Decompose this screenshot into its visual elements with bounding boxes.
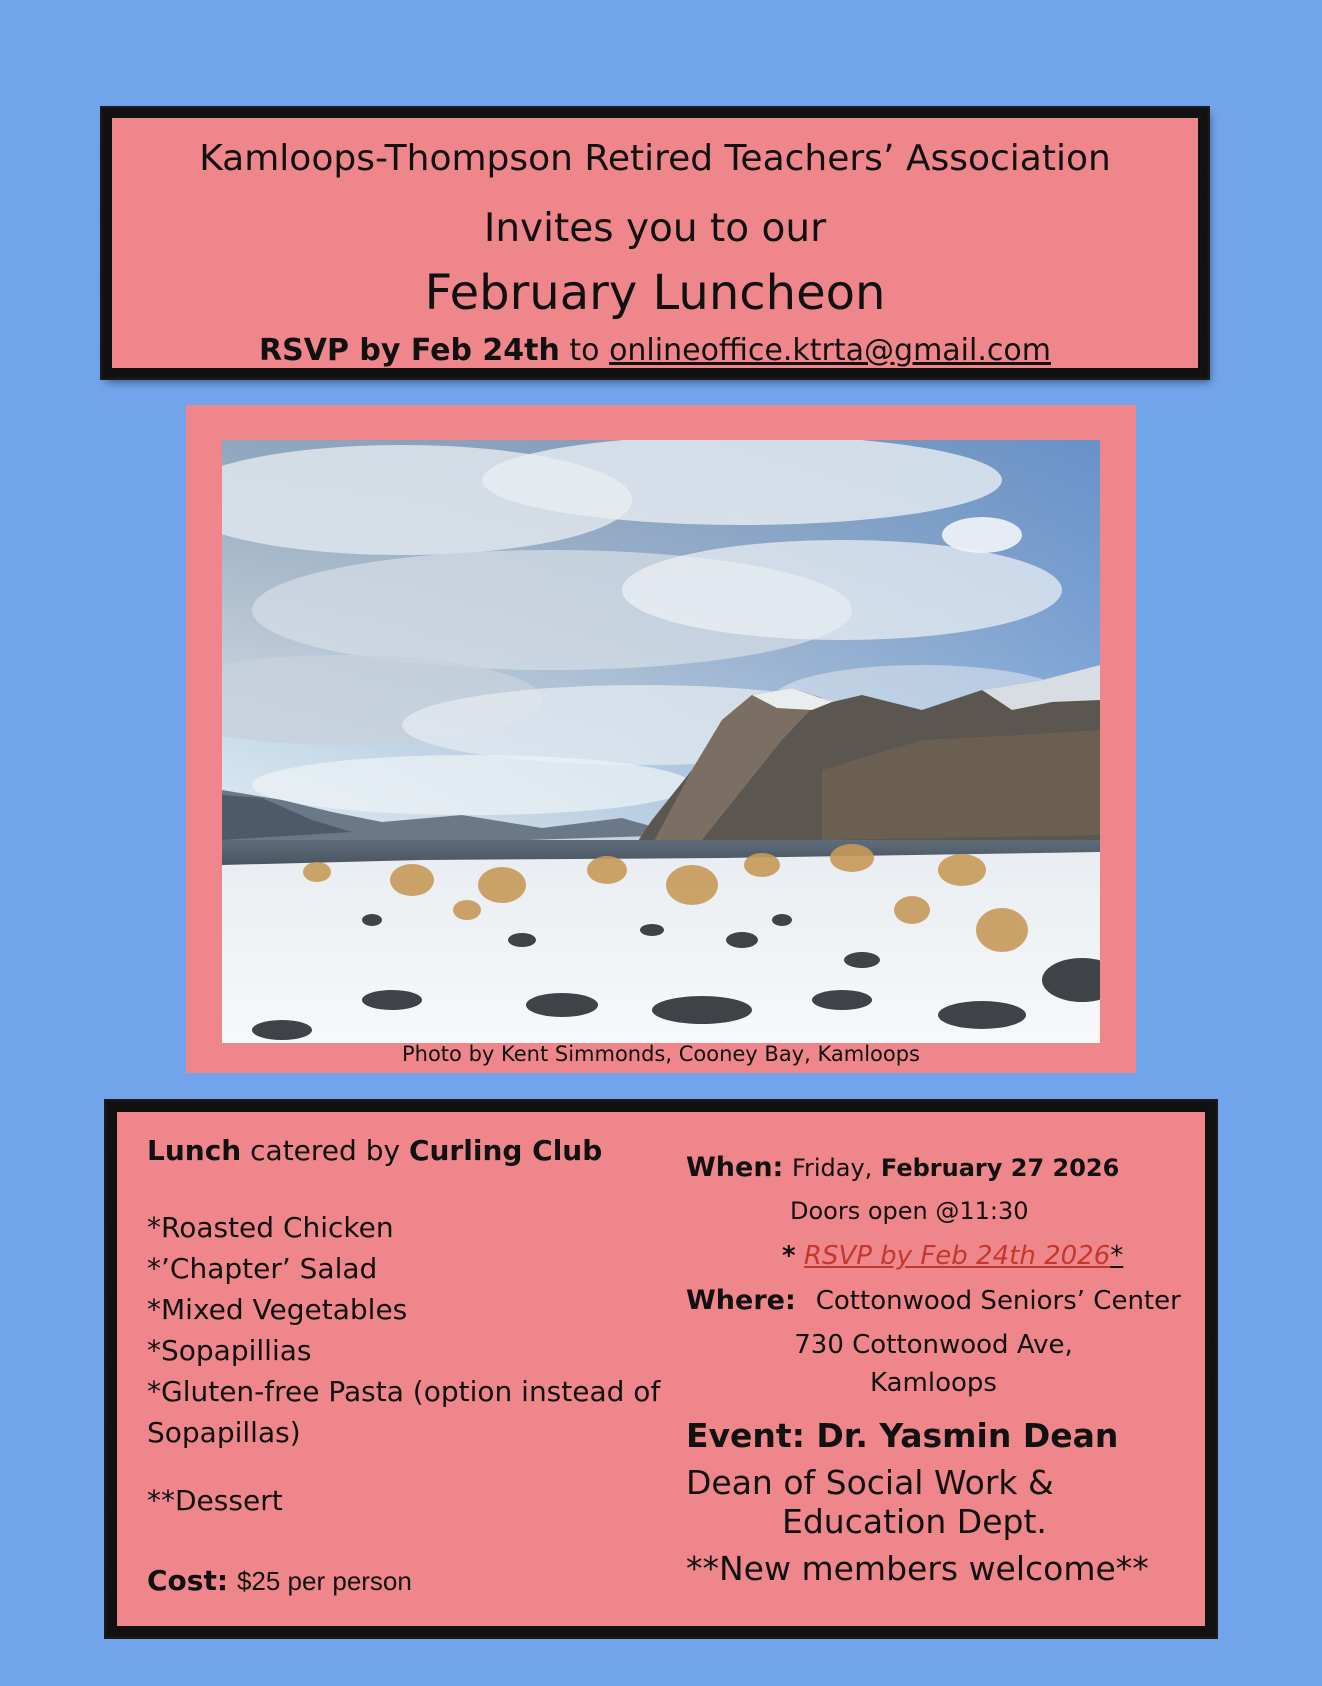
rsvp-star: * [782, 1241, 796, 1271]
cost-value: $25 per person [236, 1566, 412, 1596]
cost-label: Cost: [147, 1564, 229, 1597]
menu-item: *’Chapter’ Salad [147, 1252, 378, 1285]
rsvp-reminder [686, 1241, 1206, 1271]
menu-item: *Gluten-free Pasta (option instead of Sopapillas) [147, 1375, 661, 1449]
doors-open: Doors open @11:30 [790, 1197, 1029, 1225]
rsvp-email-link[interactable]: onlineoffice.ktrta@gmail.com [609, 333, 1051, 368]
rsvp-deadline: RSVP by Feb 24th [259, 333, 560, 368]
rsvp-to: to [559, 333, 610, 368]
catered-by-text: catered by [241, 1134, 409, 1167]
rsvp-end-star: * [1110, 1241, 1124, 1271]
dessert-item: **Dessert [147, 1484, 283, 1517]
role-line-1: Dean of Social Work & [686, 1463, 1054, 1502]
when-date: February 27 2026 [880, 1154, 1120, 1182]
where-row [686, 1285, 1206, 1316]
rsvp-link[interactable]: RSVP by Feb 24th 2026 [803, 1241, 1111, 1271]
photo-frame [186, 405, 1136, 1073]
when-label: When: [686, 1152, 784, 1183]
event-details-box [107, 1102, 1215, 1636]
when-day: Friday, [791, 1154, 873, 1182]
venue-address [686, 1326, 1181, 1402]
venue-name: Cottonwood Seniors’ Center [815, 1286, 1181, 1316]
where-label: Where: [686, 1285, 796, 1316]
address-line-1: 730 Cottonwood Ave, [794, 1330, 1073, 1360]
invitation-banner [103, 109, 1207, 377]
menu-item: *Roasted Chicken [147, 1211, 394, 1244]
event-info-column [686, 1152, 1206, 1588]
photo-caption: Photo by Kent Simmonds, Cooney Bay, Kamloops [401, 1042, 920, 1066]
speaker-heading: Event: Dr. Yasmin Dean [686, 1416, 1119, 1455]
lunch-label: Lunch [147, 1134, 242, 1167]
rsvp-line [112, 333, 1198, 368]
event-title: February Luncheon [424, 265, 886, 321]
when-row [686, 1152, 1206, 1183]
organization-name: Kamloops-Thompson Retired Teachers’ Association [199, 138, 1111, 179]
cost-line [147, 1564, 412, 1597]
address-line-2: Kamloops [870, 1368, 997, 1398]
caterer-name: Curling Club [408, 1134, 603, 1167]
menu-column [147, 1130, 667, 1521]
role-line-2: Education Dept. [782, 1502, 1047, 1541]
new-members-welcome: **New members welcome** [686, 1549, 1149, 1588]
menu-list [147, 1207, 667, 1453]
menu-item: *Sopapillias [147, 1334, 312, 1367]
landscape-photo [222, 440, 1100, 1043]
lunch-heading [147, 1130, 667, 1171]
menu-item: *Mixed Vegetables [147, 1293, 408, 1326]
speaker-role [686, 1463, 1206, 1541]
invite-line: Invites you to our [483, 206, 827, 251]
